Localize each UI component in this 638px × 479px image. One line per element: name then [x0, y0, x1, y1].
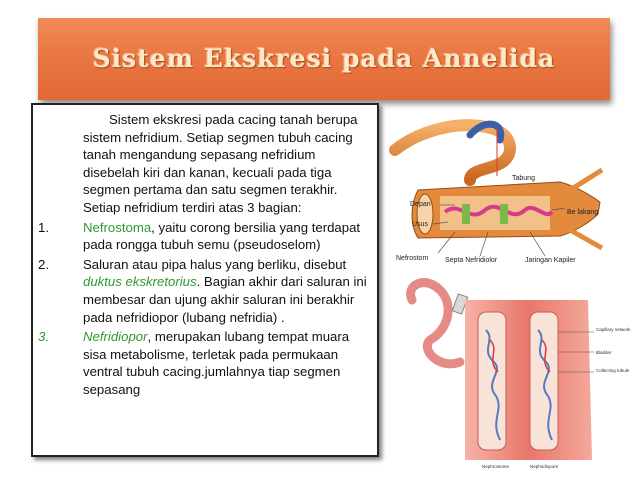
label-capillary: Capillary network — [596, 327, 631, 332]
label-bladder: Bladder — [596, 350, 612, 355]
worm-body-loop — [395, 125, 510, 180]
label-septa: Septa Nefridiolor — [445, 257, 498, 264]
worm-pink-curl — [411, 283, 460, 364]
slide-title: Sistem Ekskresi pada Annelida — [92, 44, 556, 73]
label-usus: Usus — [412, 221, 428, 228]
nephridium-figure — [411, 283, 632, 469]
earthworm-cutaway-figure — [395, 124, 602, 264]
body-cavity — [440, 196, 550, 230]
term-duktus: duktus ekskretorius — [83, 274, 197, 290]
label-belakang: Be lakang — [567, 209, 599, 216]
label-depan: Depan — [410, 201, 431, 208]
term-nefridiopor: Nefridiopor — [83, 329, 148, 345]
item-number: 3. — [38, 329, 49, 345]
term-nefrostoma: Nefrostoma — [83, 219, 152, 235]
item-number: 1. — [38, 219, 49, 235]
septum — [500, 204, 508, 224]
worm-tail — [570, 170, 602, 190]
item-rest: . Bagian akhir dari saluran ini membesar dan ujung akhir saluran ini berakhir pada nefridiopor (lubang nefridia) . — [83, 274, 367, 325]
label-nefrostom: Nefrostom — [396, 255, 429, 262]
item-rest: , merupakan lubang tempat muara sisa metabolisme, terletak pada permukaan ventral tubuh cacing.jumlahnya tiap segmen sepasang — [83, 329, 350, 397]
item-pre: Saluran atau pipa halus yang berliku, disebut — [83, 256, 347, 272]
label-nephrostome: Nephrostome — [482, 464, 510, 469]
item-rest: , yaitu corong bersilia yang terdapat pada rongga tubuh semu (pseudoselom) — [83, 219, 361, 253]
item-number: 2. — [38, 256, 49, 272]
label-jaringan: Jaringan Kapiler — [525, 257, 576, 264]
label-collecting: Collecting tubule — [596, 368, 630, 373]
section-face — [417, 194, 433, 234]
septum — [462, 204, 470, 224]
intro-paragraph: Sistem ekskresi pada cacing tanah berupa sistem nefridium. Setiap segmen tubuh cacing tanah mengandung sepasang nefridium disebelah kiri dan kanan, kecuali pada tiga segmen pertama dan satu segmen terakhir. Setiap nefridium terdiri atas 3 bagian: — [83, 112, 358, 215]
worm-tail — [570, 230, 602, 248]
label-tabung: Tabung — [512, 175, 535, 182]
label-nephridiopore: Nephridiopore — [530, 464, 559, 469]
